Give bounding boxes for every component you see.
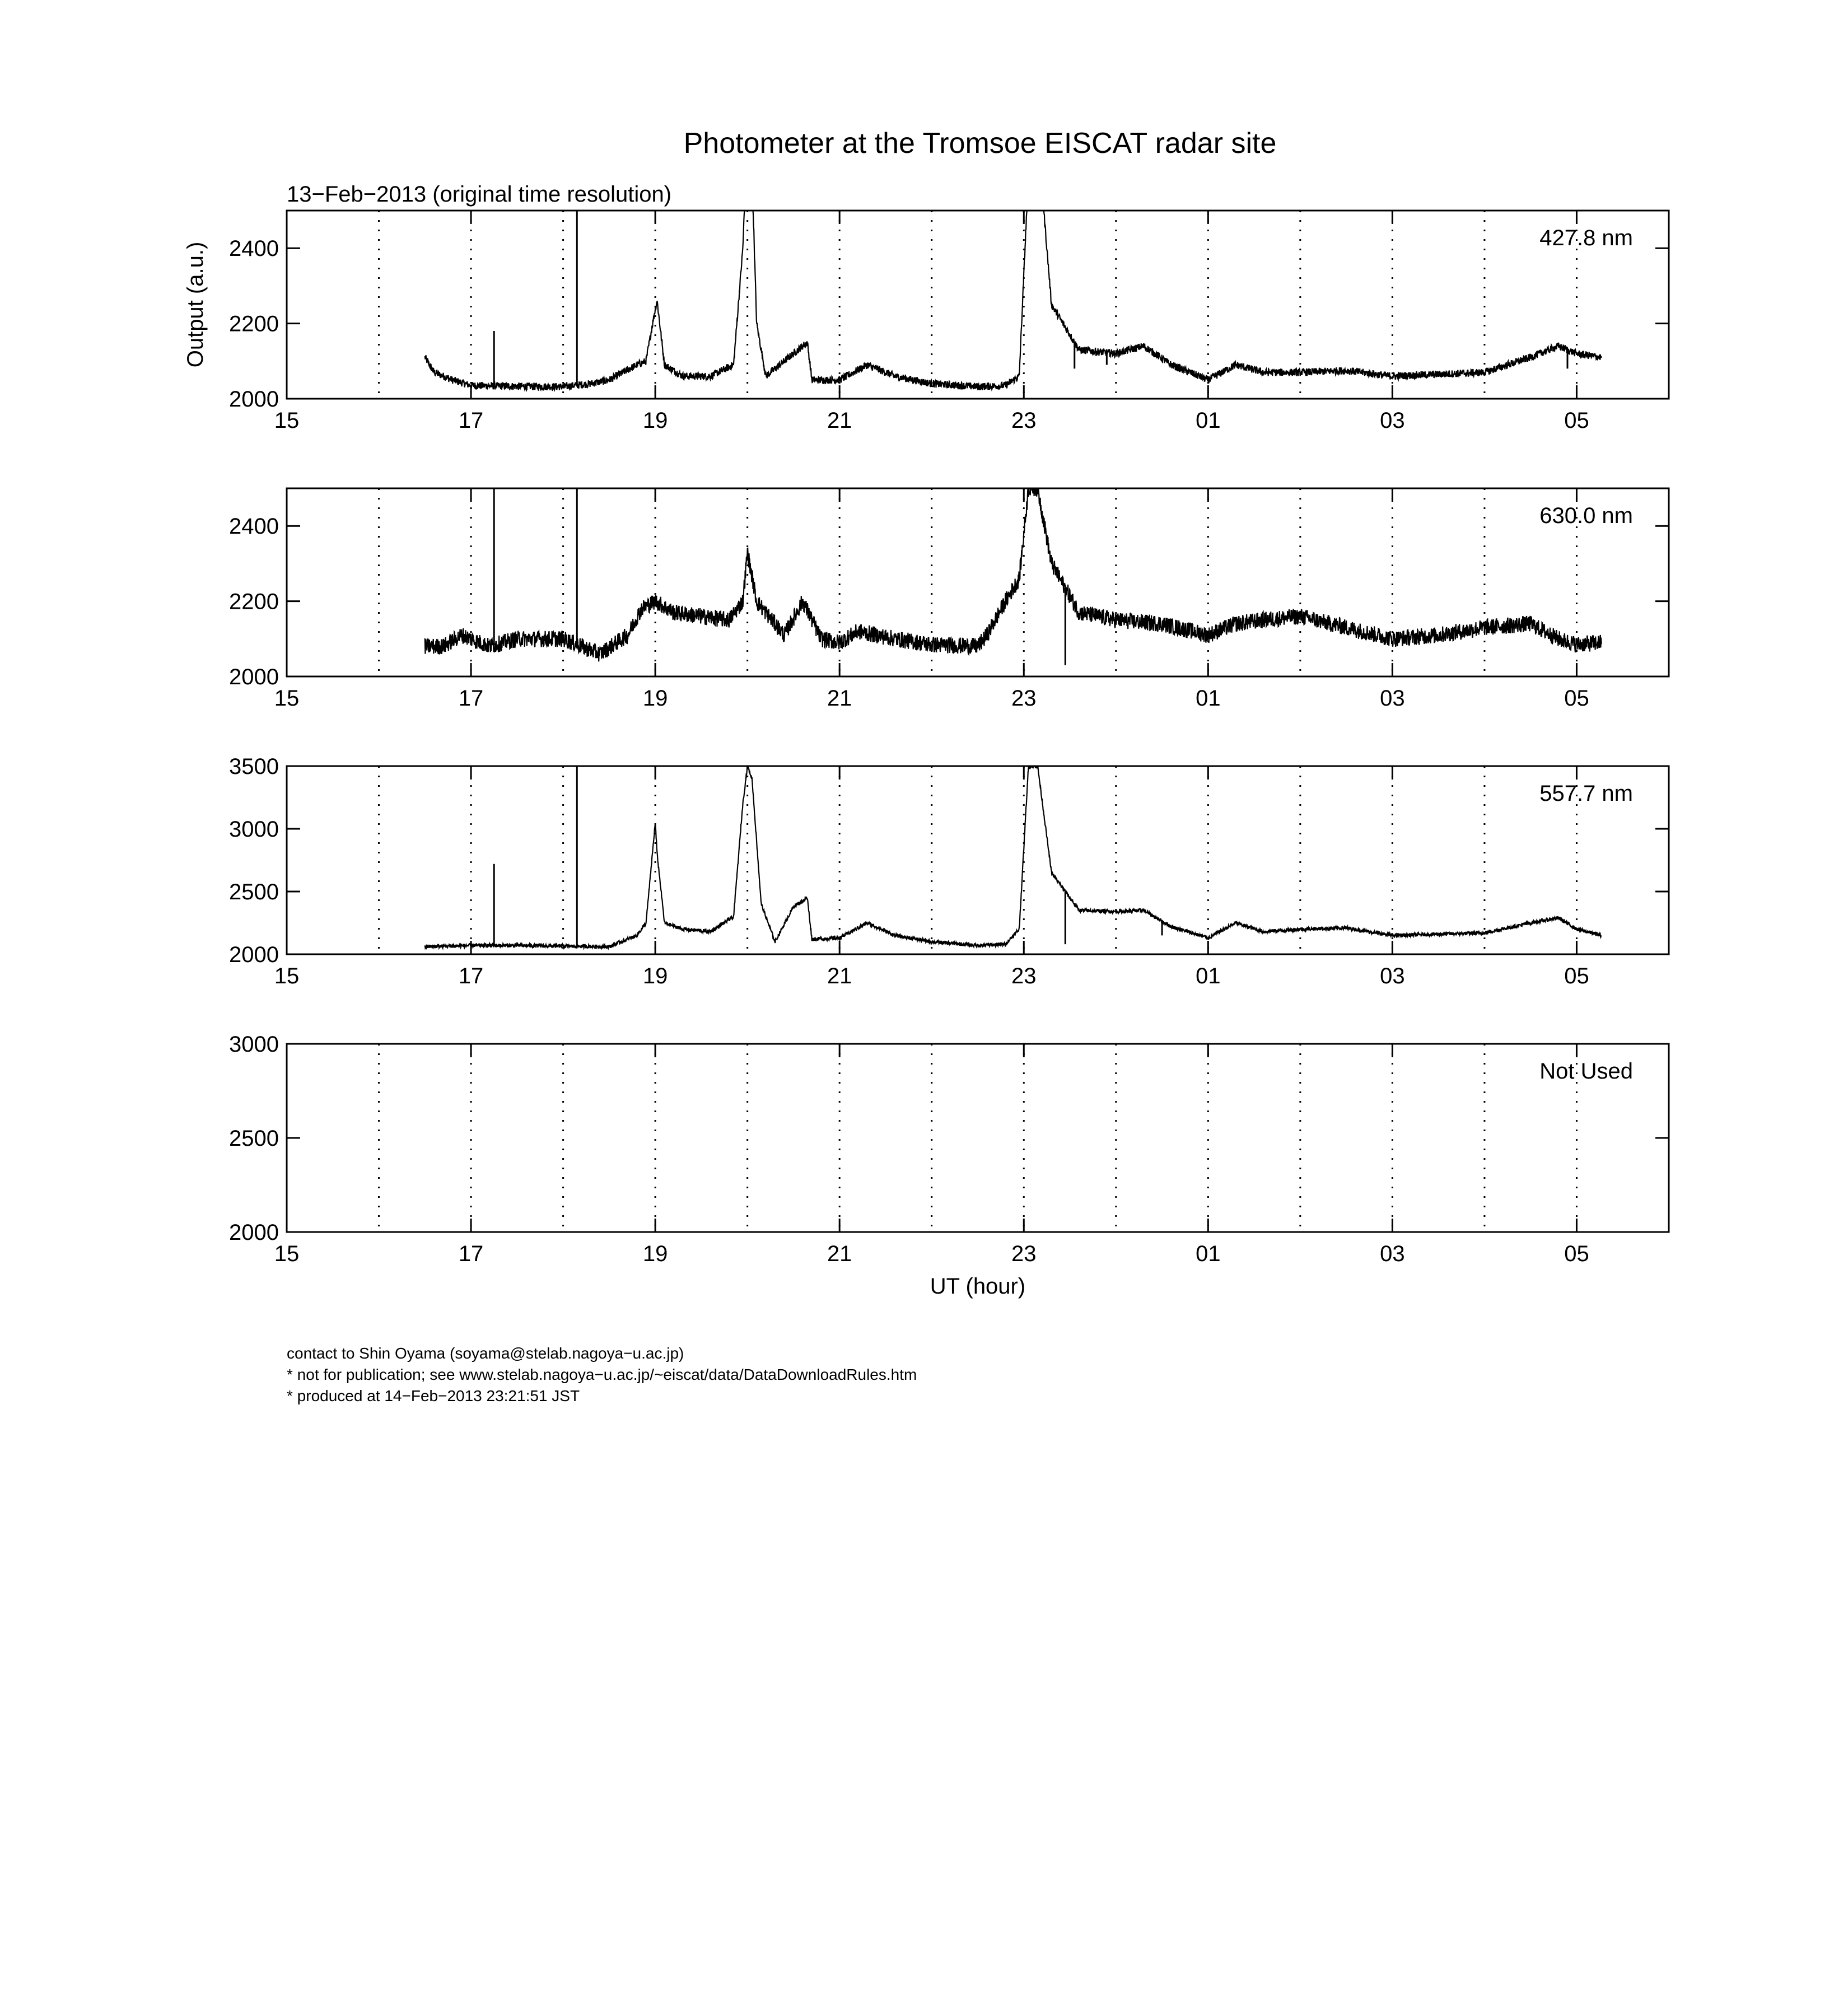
x-tick-label: 19: [642, 686, 668, 711]
y-tick-label: 2000: [229, 387, 279, 412]
x-axis-label: UT (hour): [930, 1274, 1026, 1299]
x-tick-label: 21: [827, 1242, 852, 1266]
x-tick-label: 17: [458, 408, 484, 433]
x-tick-label: 19: [642, 408, 668, 433]
y-tick-label: 2500: [229, 880, 279, 904]
x-tick-label: 21: [827, 408, 852, 433]
y-tick-label: 2200: [229, 311, 279, 337]
y-tick-label: 2400: [229, 514, 279, 539]
footer-contact: contact to Shin Oyama (soyama@stelab.nagoya−u.ac.jp): [287, 1345, 684, 1362]
panel-3: [229, 754, 1669, 988]
panel-4: [229, 1032, 1669, 1299]
x-tick-label: 19: [642, 1242, 668, 1266]
panel-2: [229, 488, 1669, 711]
x-tick-label: 15: [274, 408, 300, 433]
panels: [183, 211, 1669, 1299]
panel-label: Not Used: [1539, 1059, 1633, 1084]
series-line: [425, 211, 1602, 390]
y-tick-label: 2200: [229, 589, 279, 614]
panel-label: 630.0 nm: [1539, 503, 1633, 528]
x-tick-label: 05: [1564, 408, 1589, 433]
x-tick-label: 21: [827, 686, 852, 711]
y-tick-label: 2000: [229, 1220, 279, 1245]
y-tick-label: 2500: [229, 1126, 279, 1151]
x-tick-label: 03: [1380, 408, 1405, 433]
x-tick-label: 05: [1564, 964, 1589, 988]
x-tick-label: 15: [274, 686, 300, 711]
y-tick-label: 2000: [229, 665, 279, 689]
y-tick-label: 3000: [229, 1032, 279, 1057]
x-tick-label: 03: [1380, 1242, 1405, 1266]
panel-1: [183, 211, 1669, 433]
x-tick-label: 15: [274, 1242, 300, 1266]
x-tick-label: 01: [1196, 1242, 1221, 1266]
panel-frame: [287, 1044, 1669, 1232]
figure-subtitle: 13−Feb−2013 (original time resolution): [287, 182, 672, 207]
footer-notice: * not for publication; see www.stelab.nagoya−u.ac.jp/~eiscat/data/DataDownloadRules.htm: [287, 1366, 917, 1383]
x-tick-label: 03: [1380, 686, 1405, 711]
y-axis-label: Output (a.u.): [183, 241, 208, 368]
x-tick-label: 01: [1196, 408, 1221, 433]
x-tick-label: 23: [1011, 408, 1037, 433]
y-tick-label: 2000: [229, 942, 279, 967]
x-tick-label: 03: [1380, 964, 1405, 988]
x-tick-label: 23: [1011, 1242, 1037, 1266]
x-tick-label: 01: [1196, 964, 1221, 988]
x-tick-label: 21: [827, 964, 852, 988]
x-tick-label: 17: [458, 964, 484, 988]
x-tick-label: 15: [274, 964, 300, 988]
panel-label: 427.8 nm: [1539, 226, 1633, 250]
x-tick-label: 17: [458, 1242, 484, 1266]
x-tick-label: 17: [458, 686, 484, 711]
y-tick-label: 3000: [229, 817, 279, 842]
panel-label: 557.7 nm: [1539, 781, 1633, 806]
series-line: [425, 766, 1602, 949]
y-tick-label: 2400: [229, 236, 279, 262]
x-tick-label: 19: [642, 964, 668, 988]
x-tick-label: 23: [1011, 964, 1037, 988]
x-tick-label: 01: [1196, 686, 1221, 711]
footer: [287, 1343, 917, 1407]
footer-produced: * produced at 14−Feb−2013 23:21:51 JST: [287, 1387, 580, 1404]
figure-title: Photometer at the Tromsoe EISCAT radar site: [683, 127, 1277, 160]
x-tick-label: 23: [1011, 686, 1037, 711]
x-tick-label: 05: [1564, 1242, 1589, 1266]
series-line: [425, 488, 1602, 661]
y-tick-label: 3500: [229, 754, 279, 779]
x-tick-label: 05: [1564, 686, 1589, 711]
